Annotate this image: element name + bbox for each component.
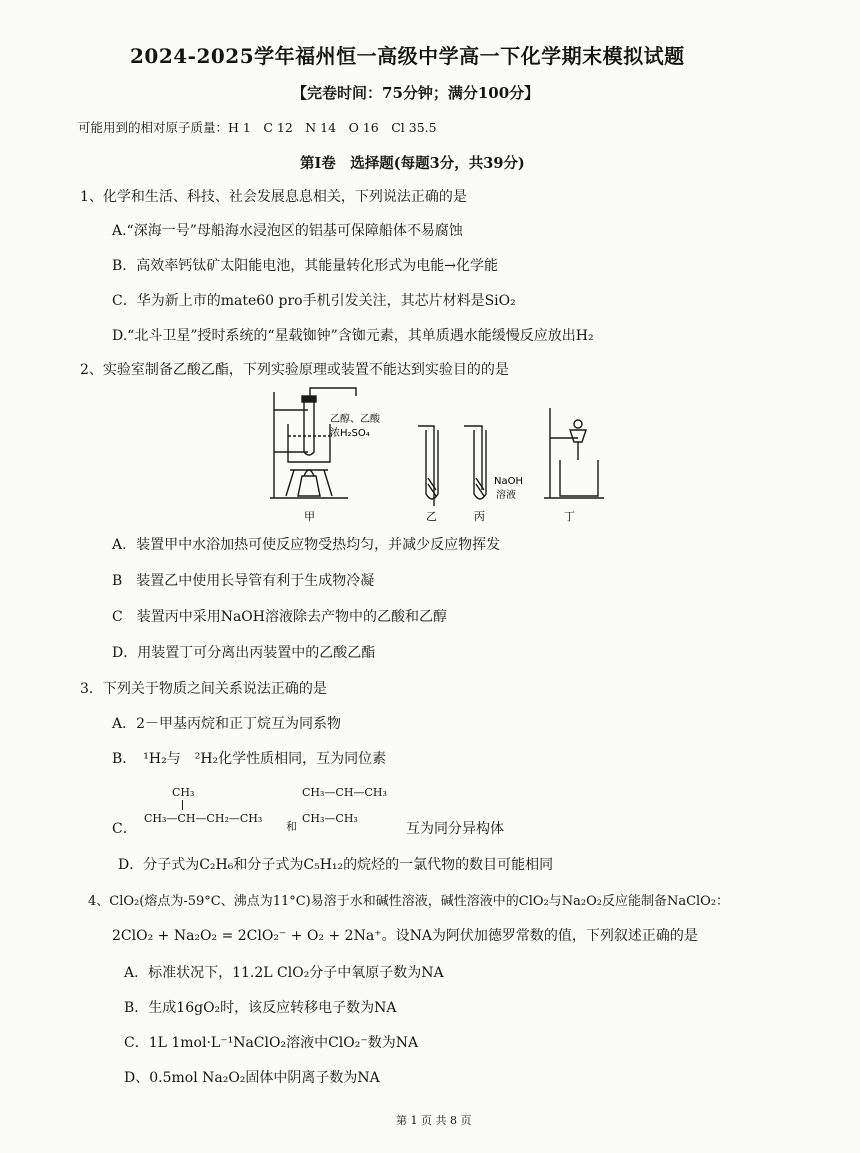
q3c-main-chain: CH₃—CH—CH₂—CH₃ bbox=[144, 812, 263, 825]
q2-option-d: D．用装置丁可分离出丙装置中的乙酸乙酯 bbox=[112, 645, 376, 661]
apparatus-ding bbox=[544, 408, 604, 498]
q1-option-d: D.“北斗卫星”授时系统的“星载铷钟”含铷元素，其单质遇水能缓慢反应放出H₂ bbox=[112, 328, 594, 344]
q4-option-b: B．生成16gO₂时，该反应转移电子数为NA bbox=[124, 1000, 397, 1016]
apparatus-jia bbox=[270, 388, 356, 498]
q3c-second-top: CH₃—CH—CH₃ bbox=[302, 786, 387, 799]
fig-label-reagent-2: 浓H₂SO₄ bbox=[330, 428, 370, 439]
fig-label-naoh: NaOH bbox=[494, 476, 523, 487]
question-3-stem: 3．下列关于物质之间关系说法正确的是 bbox=[80, 681, 327, 697]
q4-option-d: D、0.5mol Na₂O₂固体中阴离子数为NA bbox=[124, 1070, 380, 1086]
question-4-stem: 4、ClO₂(熔点为-59°C、沸点为11°C)易溶于水和碱性溶液，碱性溶液中的ClO₂与Na₂O₂反应能制备NaClO₂： bbox=[88, 894, 730, 909]
apparatus-bing bbox=[464, 426, 486, 499]
q3c-relation: 互为同分异构体 bbox=[406, 821, 504, 837]
apparatus-figure bbox=[268, 386, 608, 526]
q3-option-a: A．2－甲基丙烷和正丁烷互为同系物 bbox=[112, 716, 342, 732]
q4-equation: 2ClO₂ + Na₂O₂ = 2ClO₂⁻ + O₂ + 2Na⁺。设NA为阿伏加德罗常数的值，下列叙述正确的是 bbox=[112, 928, 698, 944]
q4-option-a: A．标准状况下，11.2L ClO₂分子中氧原子数为NA bbox=[124, 965, 444, 981]
fig-caption-bing: 丙 bbox=[474, 510, 485, 523]
q2-option-c: C 装置丙中采用NaOH溶液除去产物中的乙酸和乙醇 bbox=[112, 609, 447, 625]
q3c-branch-bond bbox=[182, 800, 183, 810]
q3-option-b: B． ¹H₂与 ²H₂化学性质相同，互为同位素 bbox=[112, 751, 387, 767]
fig-label-reagent-1: 乙醇、乙酸 bbox=[330, 414, 380, 425]
q3c-branch-ch3: CH₃ bbox=[172, 786, 195, 799]
q3-option-d: D．分子式为C₂H₆和分子式为C₅H₁₂的烷烃的一氯代物的数目可能相同 bbox=[118, 857, 554, 873]
atomic-masses: 可能用到的相对原子质量：H 1 C 12 N 14 O 16 Cl 35.5 bbox=[78, 120, 437, 135]
apparatus-yi bbox=[418, 426, 438, 506]
q3c-and: 和 bbox=[286, 820, 297, 833]
q4-option-c: C．1L 1mol·L⁻¹NaClO₂溶液中ClO₂⁻数为NA bbox=[124, 1035, 419, 1051]
q2-option-a: A．装置甲中水浴加热可使反应物受热均匀，并减少反应物挥发 bbox=[112, 537, 501, 553]
q1-option-b: B．高效率钙钛矿太阳能电池，其能量转化形式为电能→化学能 bbox=[112, 258, 499, 274]
exam-time: 【完卷时间：75分钟；满分100分】 bbox=[292, 84, 540, 102]
page-number: 第 1 页 共 8 页 bbox=[396, 1114, 472, 1127]
q3c-second-bottom: CH₃—CH₃ bbox=[302, 812, 358, 825]
exam-title: 2024-2025学年福州恒一高级中学高一下化学期末模拟试题 bbox=[130, 44, 685, 68]
fig-caption-jia: 甲 bbox=[304, 510, 315, 523]
section-title: 第Ⅰ卷 选择题(每题3分，共39分) bbox=[300, 155, 525, 172]
q1-option-c: C．华为新上市的mate60 pro手机引发关注，其芯片材料是SiO₂ bbox=[112, 293, 516, 309]
fig-caption-ding: 丁 bbox=[564, 510, 575, 523]
fig-label-solution: 溶液 bbox=[496, 490, 516, 501]
question-2-stem: 2、实验室制备乙酸乙酯，下列实验原理或装置不能达到实验目的的是 bbox=[80, 362, 509, 378]
fig-caption-yi: 乙 bbox=[426, 510, 437, 523]
q3-option-c: C． bbox=[112, 821, 137, 837]
question-1-stem: 1、化学和生活、科技、社会发展息息相关，下列说法正确的是 bbox=[80, 189, 467, 205]
q1-option-a: A.“深海一号”母船海水浸泡区的铝基可保障船体不易腐蚀 bbox=[112, 223, 463, 239]
q2-option-b: B 装置乙中使用长导管有利于生成物冷凝 bbox=[112, 573, 375, 589]
